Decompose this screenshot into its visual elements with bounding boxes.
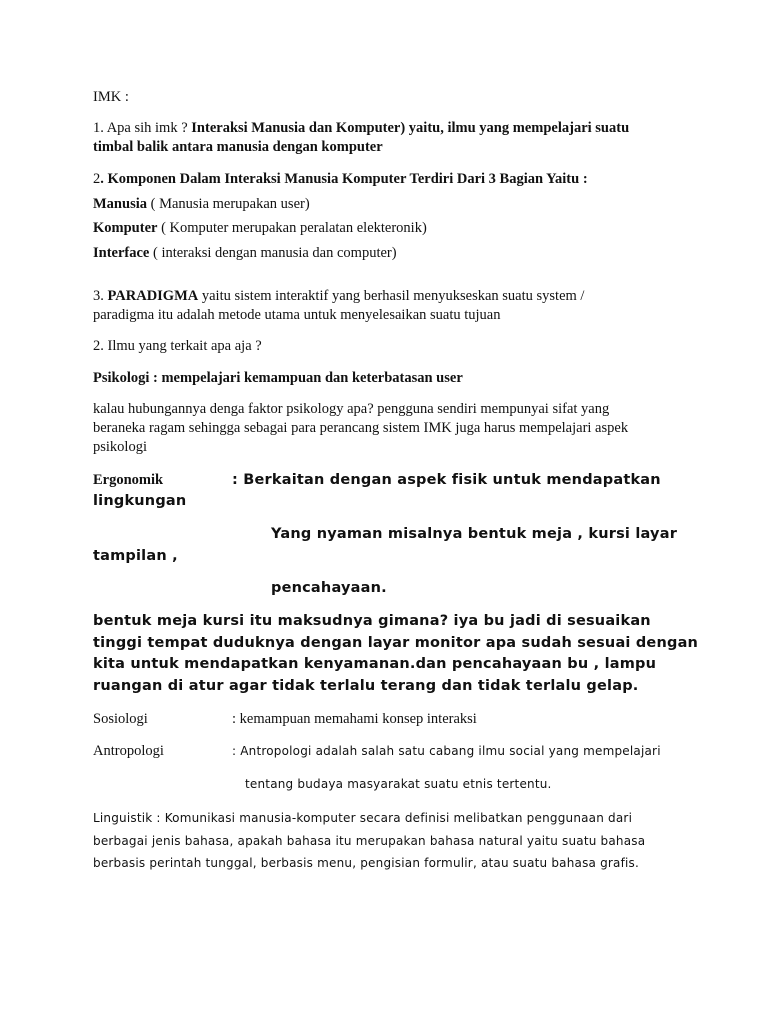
ergonomik-text-1: Berkaitan dengan aspek fisik untuk mendapatkan xyxy=(243,472,661,488)
component-desc: ( interaksi dengan manusia dan computer) xyxy=(149,245,397,261)
sosiologi-label: Sosiologi xyxy=(93,711,148,727)
antropologi-desc: : Antropologi adalah salah satu cabang ilmu social yang mempelajari xyxy=(232,744,661,758)
component-manusia xyxy=(93,196,310,213)
q1-answer-1: Interaksi Manusia dan Komputer) yaitu, ilmu yang mempelajari suatu xyxy=(191,120,630,136)
q2-number: 2 xyxy=(93,171,101,187)
psikologi-para-1: kalau hubungannya denga faktor psikology apa? pengguna sendiri mempunyai sifat yang xyxy=(93,401,610,417)
q4-question: 2. Ilmu yang terkait apa aja ? xyxy=(93,338,262,354)
q3-rest: yaitu sistem interaktif yang berhasil menyukseskan suatu system / xyxy=(198,288,585,304)
q2-heading xyxy=(93,171,588,188)
ergonomik-line-1 xyxy=(232,472,661,488)
component-interface xyxy=(93,245,397,262)
component-term: Manusia xyxy=(93,196,147,212)
ergonomik-line-4: tampilan , xyxy=(93,548,178,564)
q1-prefix: 1. Apa sih imk ? xyxy=(93,120,192,136)
ergonomik-colon: : xyxy=(232,472,244,488)
linguistik-line-3: berbasis perintah tunggal, berbasis menu, pengisian formulir, atau suatu bahasa grafis. xyxy=(93,856,640,870)
linguistik-line-1: Linguistik : Komunikasi manusia-komputer secara definisi melibatkan penggunaan dari xyxy=(93,811,633,825)
component-desc: ( Komputer merupakan peralatan elekteronik) xyxy=(157,220,427,236)
psikologi-para-3: psikologi xyxy=(93,439,147,455)
ergonomik-para-4: ruangan di atur agar tidak terlalu terang dan tidak terlalu gelap. xyxy=(93,678,639,694)
q1-line1 xyxy=(93,120,629,137)
component-komputer xyxy=(93,220,427,237)
ergonomik-para-3: kita untuk mendapatkan kenyamanan.dan pencahayaan bu , lampu xyxy=(93,656,657,672)
ergonomik-line-3: Yang nyaman misalnya bentuk meja , kursi layar xyxy=(271,526,678,542)
component-desc: ( Manusia merupakan user) xyxy=(147,196,310,212)
q3-term: PARADIGMA xyxy=(107,288,199,304)
sosiologi-desc: : kemampuan memahami konsep interaksi xyxy=(232,711,477,727)
component-term: Komputer xyxy=(93,220,158,236)
psikologi-label: Psikologi : mempelajari kemampuan dan keterbatasan user xyxy=(93,370,463,386)
q3-number: 3. xyxy=(93,288,108,304)
psikologi-para-2: beraneka ragam sehingga sebagai para perancang sistem IMK juga harus mempelajari aspek xyxy=(93,420,629,436)
q3-line2: paradigma itu adalah metode utama untuk menyelesaikan suatu tujuan xyxy=(93,307,501,323)
antropologi-label: Antropologi xyxy=(93,743,164,759)
antropologi-line-2: tentang budaya masyarakat suatu etnis tertentu. xyxy=(245,777,552,791)
linguistik-line-2: berbagai jenis bahasa, apakah bahasa itu merupakan bahasa natural yaitu suatu bahasa xyxy=(93,834,646,848)
q3-line1 xyxy=(93,288,584,305)
ergonomik-line-5: pencahayaan. xyxy=(271,580,387,596)
ergonomik-para-2: tinggi tempat duduknya dengan layar monitor apa sudah sesuai dengan xyxy=(93,635,699,651)
doc-title: IMK : xyxy=(93,89,129,105)
ergonomik-para-1: bentuk meja kursi itu maksudnya gimana? iya bu jadi di sesuaikan xyxy=(93,613,651,629)
ergonomik-line-2: lingkungan xyxy=(93,493,187,509)
component-term: Interface xyxy=(93,245,150,261)
q1-answer-2: timbal balik antara manusia dengan komputer xyxy=(93,139,383,155)
q2-heading-text: . Komponen Dalam Interaksi Manusia Komputer Terdiri Dari 3 Bagian Yaitu : xyxy=(100,171,588,187)
ergonomik-label: Ergonomik xyxy=(93,472,164,488)
